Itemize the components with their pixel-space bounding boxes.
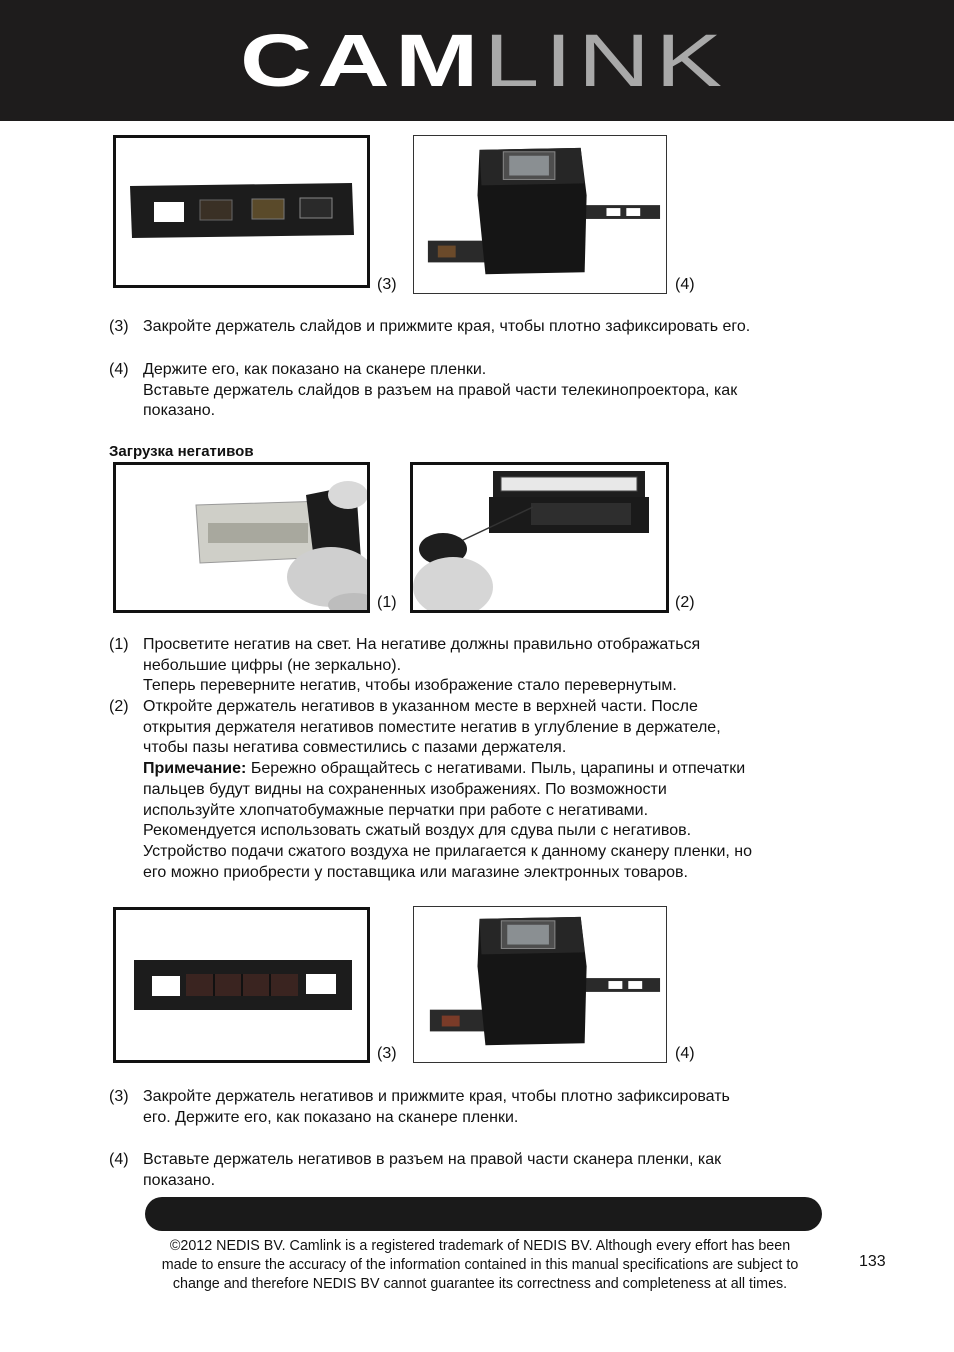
page-header: [0, 0, 954, 121]
caption-section3-3: (3): [377, 1045, 397, 1062]
page-number: 133: [859, 1253, 886, 1270]
step-number: (3): [109, 1088, 129, 1105]
camlink-logo: [240, 19, 728, 102]
note-text: Бережно обращайтесь с негативами. Пыль, царапины и отпечатки: [250, 760, 746, 778]
footer-bar: [145, 1197, 822, 1231]
slide-holder-closed-photo: [113, 135, 370, 288]
negative-holder-closed-photo: [113, 907, 370, 1063]
step-text: Закройте держатель негативов и прижмите края, чтобы плотно зафиксировать его. Держите его, как показано на сканере пленки.: [143, 1088, 730, 1126]
step-text: Просветите негатив на свет. На негативе должны правильно отображаться небольшие цифры (не зеркально). Теперь переверните негатив, чтобы изображение стало перевернутым.: [143, 636, 701, 695]
step-text: Держите его, как показано на сканере пленки. Вставьте держатель слайдов в разъем на правой части телекинопроектора, как показано.: [143, 361, 738, 420]
copyright-notice: ©2012 NEDIS BV. Camlink is a registered trademark of NEDIS BV. Although every effort has been made to ensure the accuracy of the information contained in this manual specifications are subject to change and therefore NEDIS BV cannot guarantee its correctness and completeness at all times.: [161, 1238, 799, 1292]
step-number: (4): [109, 1151, 129, 1168]
step-text: Вставьте держатель негативов в разъем на правой части сканера пленки, как показано.: [143, 1151, 722, 1189]
caption-section1-3: (3): [377, 276, 397, 293]
note-label: Примечание:: [143, 760, 247, 778]
negative-against-light-photo: [113, 462, 370, 613]
step-text: Откройте держатель негативов в указанном месте в верхней части. После открытия держателя негативов поместите негатив в углубление в держателе, чтобы пазы негатива совместились с пазами держателя. Примечание: Бережно обращайтесь с негативами. Пыль, царапины и отпечатки пальцев будут видны на сохраненных изображениях. По возможности используйте хлопчатобумажные перчатки при работе с негативами. Рекомендуется использовать сжатый воздух для сдува пыли с негативов. Устройство подачи сжатого воздуха не прилагается к данному сканеру пленки, но его можно приобрести у поставщика или магазине электронных товаров.: [143, 698, 753, 881]
open-negative-holder-photo: [410, 462, 669, 613]
caption-section2-2: (2): [675, 594, 695, 611]
scanner-with-negative-holder-photo: [413, 906, 667, 1063]
step-number: (3): [109, 318, 129, 335]
caption-section3-4: (4): [675, 1045, 695, 1062]
caption-section1-4: (4): [675, 276, 695, 293]
logo-link-text: LINK: [483, 19, 728, 102]
logo-cam-text: CAM: [240, 19, 484, 102]
step-number: (1): [109, 636, 129, 653]
step-number: (4): [109, 361, 129, 378]
step-number: (2): [109, 698, 129, 715]
step-text: Закройте держатель слайдов и прижмите края, чтобы плотно зафиксировать его.: [143, 318, 751, 335]
scanner-with-slide-holder-photo: [413, 135, 667, 294]
section-heading: Загрузка негативов: [109, 443, 254, 460]
caption-section2-1: (1): [377, 594, 397, 611]
